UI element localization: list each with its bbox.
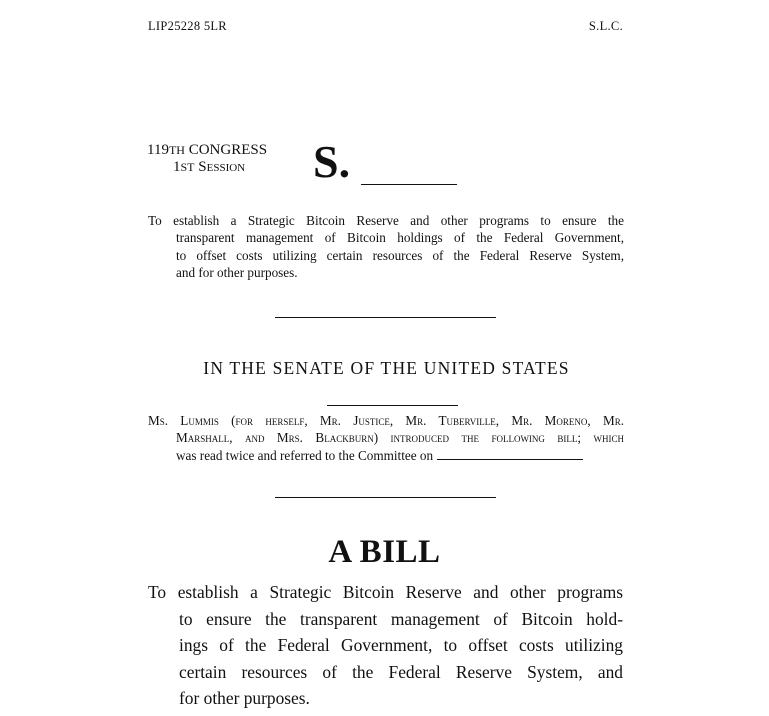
sponsors-statement xyxy=(148,412,624,464)
long-title-line: to ensure the transparent management of Bitcoin hold- xyxy=(179,608,623,629)
short-title-line: transparent management of Bitcoin holdings of the Federal Government, xyxy=(176,230,624,246)
sponsors-line: Marshall, and Mrs. Blackburn) introduced the following bill; which xyxy=(176,430,624,446)
long-title xyxy=(148,579,623,712)
sponsors-line: Ms. Lummis (for herself, Mr. Justice, Mr. Tuberville, Mr. Moreno, Mr. xyxy=(148,413,624,428)
long-title-line: certain resources of the Federal Reserve System, and xyxy=(179,661,623,682)
long-title-line: ings of the Federal Government, to offset costs utilizing xyxy=(179,635,623,655)
divider-rule xyxy=(275,317,496,318)
congress-label: CONGRESS xyxy=(188,142,268,158)
session-line xyxy=(147,159,267,176)
short-title xyxy=(148,212,624,282)
bill-designation: S. xyxy=(313,136,351,187)
sponsors-line-last xyxy=(148,447,624,464)
session-label: Session xyxy=(198,159,246,175)
document-id: LIP25228 5LR xyxy=(148,19,227,33)
session-number: 1 xyxy=(173,159,181,175)
divider-rule xyxy=(275,497,496,498)
chamber-heading: IN THE SENATE OF THE UNITED STATES xyxy=(203,358,570,378)
divider-rule-short xyxy=(327,405,458,406)
bill-heading: A BILL xyxy=(328,534,441,570)
office-code: S.L.C. xyxy=(588,19,623,33)
short-title-line: and for other purposes. xyxy=(176,265,298,281)
bill-number-blank xyxy=(361,184,457,185)
congress-number-suffix: TH xyxy=(168,143,185,157)
short-title-line: To establish a Strategic Bitcoin Reserve and other programs to ensure the xyxy=(148,213,624,228)
long-title-line: To establish a Strategic Bitcoin Reserve and other programs xyxy=(148,582,623,602)
congress-session-block xyxy=(147,142,267,176)
long-title-line: for other purposes. xyxy=(179,688,310,708)
sponsors-line: was read twice and referred to the Committee on xyxy=(176,447,434,463)
short-title-line: to offset costs utilizing certain resources of the Federal Reserve System, xyxy=(176,247,624,263)
committee-blank xyxy=(437,458,583,460)
congress-number: 119 xyxy=(147,142,169,158)
session-suffix: ST xyxy=(180,160,195,174)
congress-line xyxy=(147,142,267,159)
